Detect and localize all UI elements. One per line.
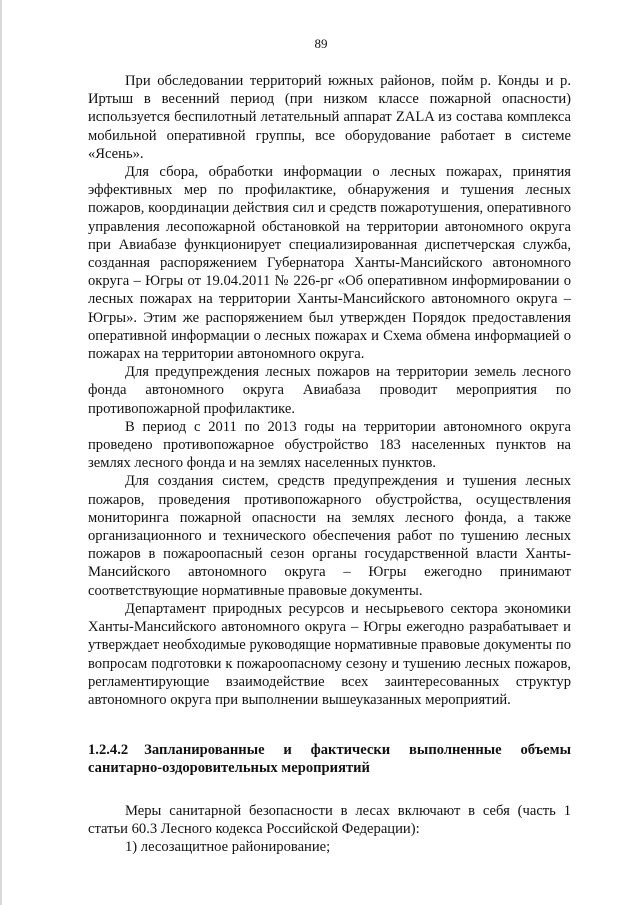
section-heading <box>88 741 571 777</box>
paragraph-1: При обследовании территорий южных районов, пойм р. Конды и р. Иртыш в весенний период (при низком классе пожарной опасности) используется беспилотный летательный аппарат ZALA из состава комплекса мобильной оперативной группы, все оборудование работает в системе «Ясень». <box>88 73 571 162</box>
paragraph-6: Департамент природных ресурсов и несырьевого сектора экономики Ханты-Мансийского автономного округа – Югры ежегодно разрабатывает и утверждает необходимые руководящие нормативные правовые документы по вопросам подготовки к пожароопасному сезону и тушению лесных пожаров, регламентирующие взаимодействие всех заинтересованных структур автономного округа при выполнении вышеуказанных мероприятий. <box>88 600 571 708</box>
paragraph-3: Для предупреждения лесных пожаров на территории земель лесного фонда автономного округа Авиабаза проводит мероприятия по противопожарной профилактике. <box>88 364 571 417</box>
section-number: 1.2.4.2 <box>88 742 129 759</box>
section-title: Запланированные и фактически выполненные объемы санитарно-оздоровительных мероприятий <box>88 742 571 777</box>
paragraph-5: Для создания систем, средств предупреждения и тушения лесных пожаров, проведения противопожарного обустройства, осуществления мониторинга пожарной опасности на землях лесного фонда, а также организационного и технического обеспечения работ по тушению лесных пожаров в пожароопасный сезон органы государственной власти Ханты-Мансийского автономного округа – Югры ежегодно принимают соответствующие нормативные правовые документы. <box>88 473 571 599</box>
page-content <box>88 72 571 856</box>
paragraph-7: Меры санитарной безопасности в лесах включают в себя (часть 1 статьи 60.3 Лесного кодекса Российской Федерации): <box>88 802 571 837</box>
page-number: 89 <box>314 36 328 51</box>
paragraph-4: В период с 2011 по 2013 годы на территории автономного округа проведено противопожарное обустройство 183 населенных пунктов на землях лесного фонда и на землях населенных пунктов. <box>88 418 571 472</box>
list-item-1: 1) лесозащитное районирование; <box>125 838 331 855</box>
paragraph-2: Для сбора, обработки информации о лесных пожарах, принятия эффективных мер по профилактике, обнаружения и тушения лесных пожаров, координации действия сил и средств пожаротушения, оперативного управления лесопожарной обстановкой на территории автономного округа при Авиабазе функционирует специализированная диспетчерская служба, созданная распоряжением Губернатора Ханты-Мансийского автономного округа – Югры от 19.04.2011 № 226-рг «Об оперативном информировании о лесных пожарах на территории Ханты-Мансийского автономного округа – Югры». Этим же распоряжением был утвержден Порядок предоставления оперативной информации о лесных пожарах и Схема обмена информацией о пожарах на территории автономного округа. <box>88 164 571 363</box>
